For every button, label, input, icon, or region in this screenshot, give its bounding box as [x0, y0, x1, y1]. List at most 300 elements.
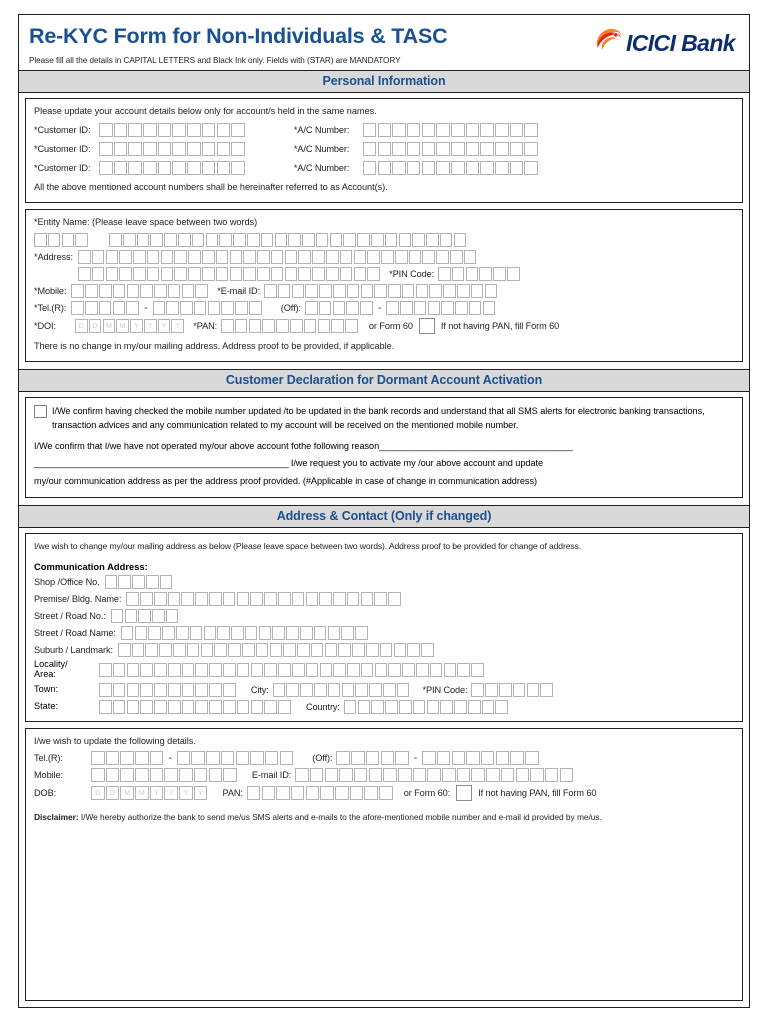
- input-box[interactable]: [182, 663, 195, 677]
- input-box[interactable]: [202, 142, 216, 156]
- input-box[interactable]: [292, 284, 305, 298]
- input-box[interactable]: [168, 700, 181, 714]
- input-box[interactable]: [363, 142, 377, 156]
- input-box[interactable]: [195, 284, 208, 298]
- input-box[interactable]: [221, 319, 234, 333]
- email-input[interactable]: [264, 284, 498, 298]
- input-box[interactable]: [320, 663, 333, 677]
- input-box[interactable]: [236, 751, 250, 765]
- input-box[interactable]: [231, 626, 244, 640]
- input-box[interactable]: [314, 626, 327, 640]
- input-box[interactable]: [407, 161, 421, 175]
- input-box[interactable]: [350, 786, 364, 800]
- input-box[interactable]: [245, 626, 258, 640]
- input-box[interactable]: [341, 626, 354, 640]
- input-box[interactable]: [275, 233, 288, 247]
- input-box[interactable]: [283, 643, 296, 657]
- input-box[interactable]: [392, 161, 406, 175]
- input-box[interactable]: [422, 250, 435, 264]
- input-box[interactable]: [510, 142, 524, 156]
- input-box[interactable]: [154, 592, 167, 606]
- input-box[interactable]: [123, 233, 136, 247]
- input-box[interactable]: Y: [164, 786, 178, 800]
- input-box[interactable]: Y: [179, 786, 193, 800]
- input-box[interactable]: [249, 301, 262, 315]
- input-box[interactable]: [495, 700, 508, 714]
- input-box[interactable]: [361, 284, 374, 298]
- input-box[interactable]: [343, 233, 356, 247]
- input-box[interactable]: M: [120, 786, 134, 800]
- input-box[interactable]: [114, 142, 128, 156]
- input-box[interactable]: [328, 683, 341, 697]
- input-box[interactable]: [444, 663, 457, 677]
- input-box[interactable]: [250, 751, 264, 765]
- input-box[interactable]: Y: [144, 319, 157, 333]
- input-box[interactable]: [319, 284, 332, 298]
- input-box[interactable]: [381, 751, 395, 765]
- input-box[interactable]: [262, 786, 276, 800]
- input-box[interactable]: [85, 301, 98, 315]
- input-box[interactable]: [113, 663, 126, 677]
- input-box[interactable]: [513, 683, 526, 697]
- input-box[interactable]: [451, 123, 465, 137]
- address-field-input[interactable]: [126, 592, 402, 606]
- input-box[interactable]: [113, 683, 126, 697]
- declaration-reason-rule-2[interactable]: ______________________________________________________: [34, 458, 289, 469]
- input-box[interactable]: [295, 768, 309, 782]
- input-box[interactable]: [364, 786, 378, 800]
- input-box[interactable]: [182, 700, 195, 714]
- input-box[interactable]: [145, 643, 158, 657]
- input-box[interactable]: [261, 233, 274, 247]
- input-box[interactable]: [127, 683, 140, 697]
- input-box[interactable]: [402, 663, 415, 677]
- input-box[interactable]: [479, 267, 492, 281]
- input-box[interactable]: [99, 142, 113, 156]
- input-box[interactable]: [78, 267, 91, 281]
- input-box[interactable]: [201, 643, 214, 657]
- input-box[interactable]: [242, 643, 255, 657]
- input-box[interactable]: [306, 592, 319, 606]
- input-box[interactable]: [173, 643, 186, 657]
- input-box[interactable]: [195, 663, 208, 677]
- address-pin-code-input[interactable]: [471, 683, 554, 697]
- input-box[interactable]: [300, 626, 313, 640]
- country-input[interactable]: [344, 700, 509, 714]
- input-box[interactable]: [92, 267, 105, 281]
- input-box[interactable]: [310, 768, 324, 782]
- input-box[interactable]: [381, 250, 394, 264]
- input-box[interactable]: D: [91, 786, 105, 800]
- input-box[interactable]: [311, 643, 324, 657]
- input-box[interactable]: [150, 768, 164, 782]
- input-box[interactable]: [154, 683, 167, 697]
- input-box[interactable]: Y: [158, 319, 171, 333]
- input-box[interactable]: [331, 319, 344, 333]
- input-box[interactable]: [385, 233, 398, 247]
- input-box[interactable]: [482, 700, 495, 714]
- input-box[interactable]: [217, 123, 231, 137]
- input-box[interactable]: [455, 301, 468, 315]
- input-box[interactable]: [452, 751, 466, 765]
- input-box[interactable]: [233, 233, 246, 247]
- ac-number-input[interactable]: [363, 123, 539, 137]
- input-box[interactable]: [363, 161, 377, 175]
- input-box[interactable]: [416, 663, 429, 677]
- input-box[interactable]: [501, 768, 515, 782]
- input-box[interactable]: [545, 768, 559, 782]
- input-box[interactable]: [230, 267, 243, 281]
- input-box[interactable]: [452, 267, 465, 281]
- input-box[interactable]: [466, 123, 480, 137]
- input-box[interactable]: [429, 284, 442, 298]
- input-box[interactable]: [380, 643, 393, 657]
- input-box[interactable]: [440, 233, 453, 247]
- input-box[interactable]: [407, 643, 420, 657]
- input-box[interactable]: [127, 663, 140, 677]
- input-box[interactable]: [422, 751, 436, 765]
- tel-residence-number-input[interactable]: [153, 301, 263, 315]
- input-box[interactable]: [422, 142, 436, 156]
- input-box[interactable]: [437, 751, 451, 765]
- input-box[interactable]: [280, 751, 294, 765]
- input-box[interactable]: [471, 768, 485, 782]
- input-box[interactable]: [383, 768, 397, 782]
- input-box[interactable]: [524, 142, 538, 156]
- input-box[interactable]: [352, 643, 365, 657]
- input-box[interactable]: [164, 768, 178, 782]
- input-box[interactable]: [206, 233, 219, 247]
- input-box[interactable]: [357, 233, 370, 247]
- input-box[interactable]: [154, 284, 167, 298]
- input-box[interactable]: [367, 267, 380, 281]
- input-box[interactable]: [99, 683, 112, 697]
- input-box[interactable]: [414, 301, 427, 315]
- input-box[interactable]: [118, 575, 131, 589]
- input-box[interactable]: [153, 301, 166, 315]
- input-box[interactable]: [304, 319, 317, 333]
- input-box[interactable]: [161, 250, 174, 264]
- input-box[interactable]: [91, 768, 105, 782]
- input-box[interactable]: [342, 683, 355, 697]
- input-box[interactable]: [48, 233, 61, 247]
- input-box[interactable]: [135, 768, 149, 782]
- input-box[interactable]: [422, 123, 436, 137]
- input-box[interactable]: [443, 284, 456, 298]
- input-box[interactable]: Y: [130, 319, 143, 333]
- input-box[interactable]: [361, 663, 374, 677]
- input-box[interactable]: [120, 751, 134, 765]
- input-box[interactable]: [161, 267, 174, 281]
- input-box[interactable]: [132, 575, 145, 589]
- input-box[interactable]: [464, 250, 477, 264]
- input-box[interactable]: [172, 123, 186, 137]
- update-form60-checkbox[interactable]: [456, 785, 472, 801]
- input-box[interactable]: [152, 609, 165, 623]
- input-box[interactable]: [312, 250, 325, 264]
- input-box[interactable]: [392, 123, 406, 137]
- input-box[interactable]: [128, 161, 142, 175]
- input-box[interactable]: [91, 751, 105, 765]
- input-box[interactable]: [374, 592, 387, 606]
- input-box[interactable]: [148, 626, 161, 640]
- input-box[interactable]: [524, 161, 538, 175]
- input-box[interactable]: [251, 700, 264, 714]
- input-box[interactable]: [133, 250, 146, 264]
- input-box[interactable]: [168, 683, 181, 697]
- input-box[interactable]: [436, 123, 450, 137]
- input-box[interactable]: [338, 643, 351, 657]
- input-box[interactable]: [140, 592, 153, 606]
- input-box[interactable]: [160, 575, 173, 589]
- input-box[interactable]: [217, 626, 230, 640]
- input-box[interactable]: [166, 609, 179, 623]
- input-box[interactable]: [386, 301, 399, 315]
- input-box[interactable]: [271, 267, 284, 281]
- input-box[interactable]: [524, 123, 538, 137]
- input-box[interactable]: [454, 700, 467, 714]
- input-box[interactable]: [177, 751, 191, 765]
- input-box[interactable]: [354, 768, 368, 782]
- input-box[interactable]: [162, 626, 175, 640]
- input-box[interactable]: [454, 233, 467, 247]
- input-box[interactable]: Y: [150, 786, 164, 800]
- input-box[interactable]: [285, 250, 298, 264]
- update-pan-input[interactable]: [247, 786, 394, 800]
- input-box[interactable]: [243, 250, 256, 264]
- input-box[interactable]: [450, 250, 463, 264]
- input-box[interactable]: [257, 267, 270, 281]
- input-box[interactable]: [499, 683, 512, 697]
- input-box[interactable]: [247, 786, 261, 800]
- input-box[interactable]: [257, 250, 270, 264]
- input-box[interactable]: [250, 592, 263, 606]
- input-box[interactable]: [237, 592, 250, 606]
- input-box[interactable]: [150, 751, 164, 765]
- input-box[interactable]: [217, 142, 231, 156]
- input-box[interactable]: [333, 301, 346, 315]
- input-box[interactable]: [305, 301, 318, 315]
- input-box[interactable]: [99, 301, 112, 315]
- input-box[interactable]: [214, 643, 227, 657]
- input-box[interactable]: [99, 284, 112, 298]
- input-box[interactable]: [259, 626, 272, 640]
- customer-id-input[interactable]: [99, 123, 246, 137]
- input-box[interactable]: [527, 683, 540, 697]
- input-box[interactable]: [436, 142, 450, 156]
- input-box[interactable]: [127, 700, 140, 714]
- input-box[interactable]: [92, 250, 105, 264]
- input-box[interactable]: [516, 768, 530, 782]
- input-box[interactable]: [398, 768, 412, 782]
- input-box[interactable]: [336, 751, 350, 765]
- input-box[interactable]: [340, 267, 353, 281]
- input-box[interactable]: [194, 301, 207, 315]
- city-input[interactable]: [273, 683, 411, 697]
- input-box[interactable]: [172, 161, 186, 175]
- input-box[interactable]: [264, 284, 277, 298]
- input-box[interactable]: [457, 284, 470, 298]
- input-box[interactable]: [457, 663, 470, 677]
- input-box[interactable]: [510, 751, 524, 765]
- input-box[interactable]: M: [103, 319, 116, 333]
- input-box[interactable]: [485, 284, 498, 298]
- entity-name-initials-input[interactable]: [34, 233, 89, 247]
- input-box[interactable]: [256, 643, 269, 657]
- input-box[interactable]: [230, 250, 243, 264]
- date-of-incorporation-input[interactable]: [75, 319, 185, 333]
- input-box[interactable]: [366, 643, 379, 657]
- input-box[interactable]: [485, 683, 498, 697]
- input-box[interactable]: [328, 626, 341, 640]
- input-box[interactable]: [146, 575, 159, 589]
- input-box[interactable]: [379, 786, 393, 800]
- input-box[interactable]: [345, 319, 358, 333]
- input-box[interactable]: [78, 250, 91, 264]
- input-box[interactable]: [292, 663, 305, 677]
- input-box[interactable]: [288, 233, 301, 247]
- tel-residence-std-input[interactable]: [71, 301, 140, 315]
- input-box[interactable]: [273, 683, 286, 697]
- input-box[interactable]: [285, 267, 298, 281]
- input-box[interactable]: [158, 123, 172, 137]
- input-box[interactable]: Y: [194, 786, 208, 800]
- input-box[interactable]: D: [106, 786, 120, 800]
- input-box[interactable]: [271, 250, 284, 264]
- customer-id-input[interactable]: [99, 161, 246, 175]
- input-box[interactable]: [137, 233, 150, 247]
- input-box[interactable]: [154, 700, 167, 714]
- update-mobile-input[interactable]: [91, 768, 238, 782]
- input-box[interactable]: [397, 683, 410, 697]
- input-box[interactable]: [221, 301, 234, 315]
- input-box[interactable]: [133, 267, 146, 281]
- input-box[interactable]: [436, 250, 449, 264]
- input-box[interactable]: [369, 683, 382, 697]
- input-box[interactable]: [378, 123, 392, 137]
- input-box[interactable]: [276, 786, 290, 800]
- input-box[interactable]: [251, 663, 264, 677]
- input-box[interactable]: [507, 267, 520, 281]
- input-box[interactable]: [99, 663, 112, 677]
- input-box[interactable]: [150, 233, 163, 247]
- input-box[interactable]: [416, 284, 429, 298]
- input-box[interactable]: [314, 683, 327, 697]
- input-box[interactable]: [128, 142, 142, 156]
- input-box[interactable]: [127, 284, 140, 298]
- update-tel-office-number-input[interactable]: [422, 751, 540, 765]
- input-box[interactable]: [286, 626, 299, 640]
- input-box[interactable]: [493, 267, 506, 281]
- input-box[interactable]: [195, 700, 208, 714]
- input-box[interactable]: [481, 751, 495, 765]
- input-box[interactable]: M: [116, 319, 129, 333]
- input-box[interactable]: [399, 233, 412, 247]
- input-box[interactable]: [427, 700, 440, 714]
- input-box[interactable]: [62, 233, 75, 247]
- input-box[interactable]: [202, 161, 216, 175]
- input-box[interactable]: [264, 663, 277, 677]
- input-box[interactable]: [172, 142, 186, 156]
- input-box[interactable]: [480, 161, 494, 175]
- input-box[interactable]: [264, 700, 277, 714]
- input-box[interactable]: [413, 768, 427, 782]
- input-box[interactable]: [340, 250, 353, 264]
- ac-number-input[interactable]: [363, 161, 539, 175]
- input-box[interactable]: [106, 267, 119, 281]
- input-box[interactable]: [114, 123, 128, 137]
- address-line1-input[interactable]: [78, 250, 478, 264]
- input-box[interactable]: [262, 319, 275, 333]
- input-box[interactable]: [440, 700, 453, 714]
- input-box[interactable]: [278, 663, 291, 677]
- input-box[interactable]: [469, 301, 482, 315]
- input-box[interactable]: [355, 626, 368, 640]
- input-box[interactable]: [438, 267, 451, 281]
- pin-code-input[interactable]: [438, 267, 521, 281]
- state-input[interactable]: [99, 700, 292, 714]
- input-box[interactable]: [388, 592, 401, 606]
- input-box[interactable]: [176, 626, 189, 640]
- input-box[interactable]: [468, 700, 481, 714]
- input-box[interactable]: [326, 267, 339, 281]
- input-box[interactable]: [111, 609, 124, 623]
- input-box[interactable]: [325, 643, 338, 657]
- input-box[interactable]: [128, 123, 142, 137]
- input-box[interactable]: [120, 768, 134, 782]
- input-box[interactable]: [371, 700, 384, 714]
- input-box[interactable]: [119, 250, 132, 264]
- input-box[interactable]: [209, 592, 222, 606]
- input-box[interactable]: [483, 301, 496, 315]
- input-box[interactable]: [113, 700, 126, 714]
- input-box[interactable]: [182, 284, 195, 298]
- update-tel-residence-number-input[interactable]: [177, 751, 295, 765]
- input-box[interactable]: [106, 751, 120, 765]
- input-box[interactable]: [114, 161, 128, 175]
- input-box[interactable]: [187, 123, 201, 137]
- input-box[interactable]: [195, 683, 208, 697]
- input-box[interactable]: [333, 592, 346, 606]
- input-box[interactable]: [430, 663, 443, 677]
- input-box[interactable]: [347, 592, 360, 606]
- input-box[interactable]: [278, 592, 291, 606]
- input-box[interactable]: [143, 142, 157, 156]
- input-box[interactable]: [402, 284, 415, 298]
- input-box[interactable]: [316, 233, 329, 247]
- input-box[interactable]: [208, 301, 221, 315]
- input-box[interactable]: [105, 575, 118, 589]
- input-box[interactable]: [231, 142, 245, 156]
- input-box[interactable]: [360, 301, 373, 315]
- input-box[interactable]: [190, 626, 203, 640]
- input-box[interactable]: [495, 161, 509, 175]
- input-box[interactable]: [319, 592, 332, 606]
- input-box[interactable]: [412, 233, 425, 247]
- input-box[interactable]: [466, 267, 479, 281]
- input-box[interactable]: [138, 609, 151, 623]
- input-box[interactable]: [34, 233, 47, 247]
- input-box[interactable]: [471, 284, 484, 298]
- input-box[interactable]: [126, 301, 139, 315]
- dob-input[interactable]: [91, 786, 209, 800]
- input-box[interactable]: [426, 233, 439, 247]
- input-box[interactable]: [168, 592, 181, 606]
- input-box[interactable]: [216, 250, 229, 264]
- input-box[interactable]: [358, 700, 371, 714]
- input-box[interactable]: [99, 161, 113, 175]
- update-tel-residence-std-input[interactable]: [91, 751, 164, 765]
